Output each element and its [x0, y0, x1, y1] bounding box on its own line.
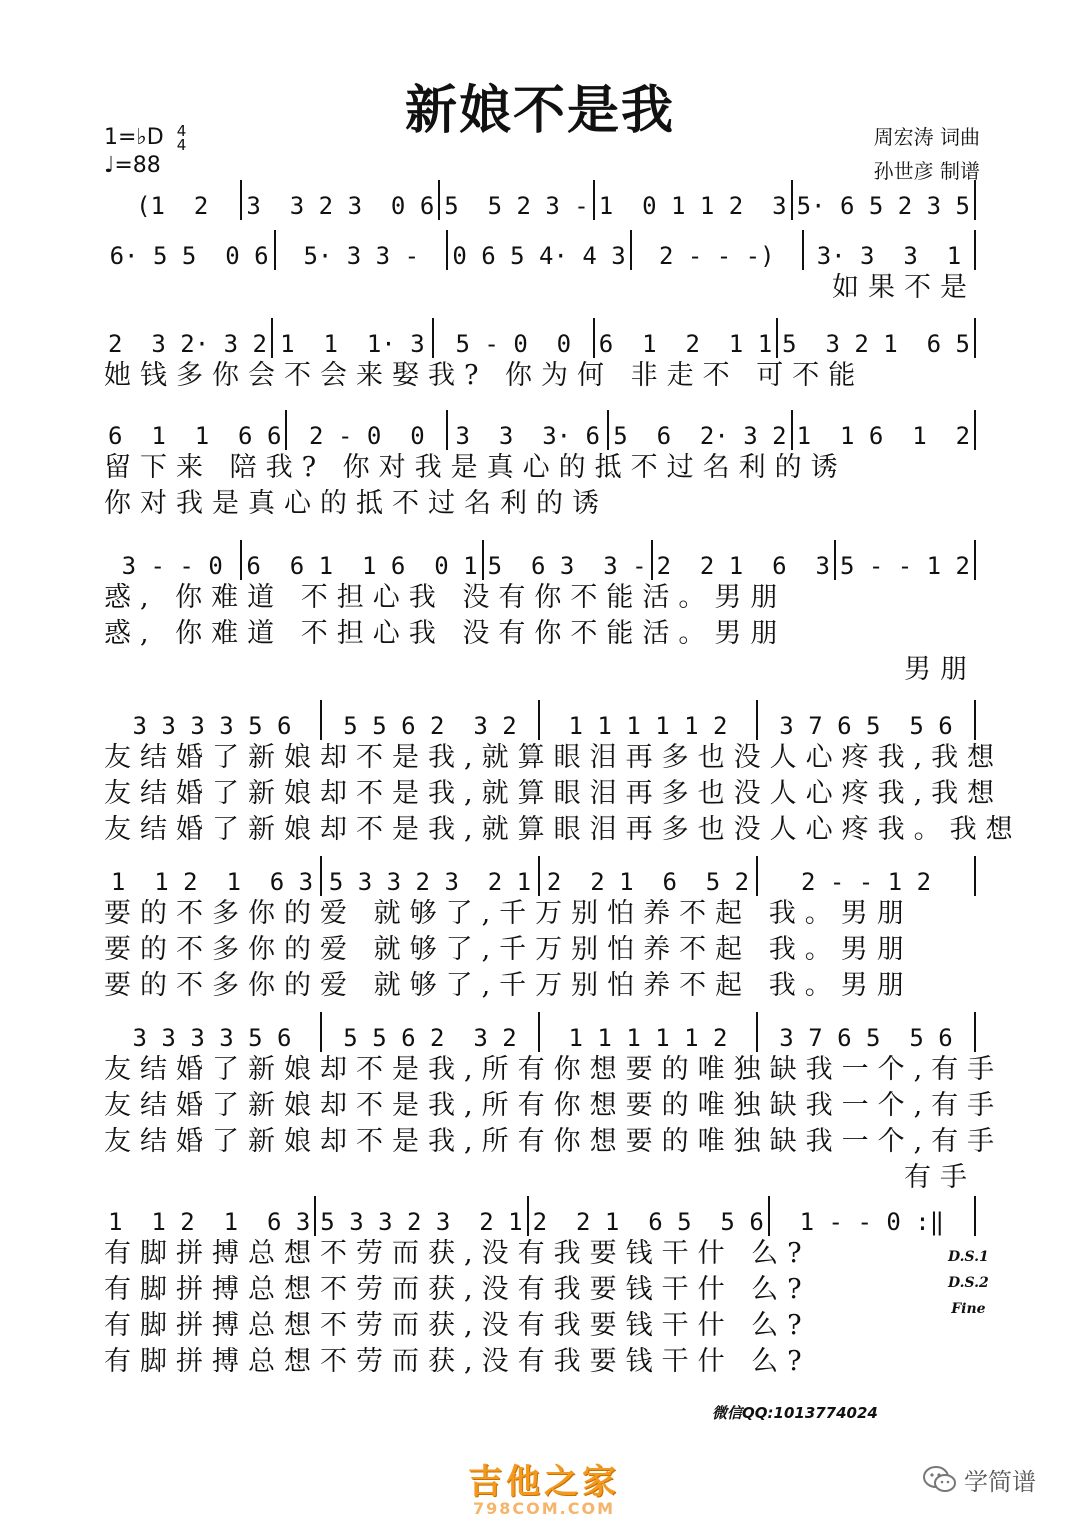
measure-notes: 1 0 1 1 2 3 [598, 192, 787, 220]
lyric-line: 男朋 [904, 654, 976, 685]
logo-cn-text: 吉他之家 [468, 1462, 620, 1502]
measure [273, 318, 434, 358]
score-system [104, 230, 976, 306]
measure [540, 1012, 758, 1052]
time-signature: 4 4 [176, 122, 187, 154]
measure [440, 180, 595, 220]
measure-notes: 5 6 3 3 - [487, 552, 647, 580]
measure [836, 540, 976, 580]
measure-notes: 2 - - 1 2 [800, 868, 932, 896]
measure-notes: 5· 3 3 - [303, 242, 420, 270]
measure [104, 1196, 316, 1236]
lyric-line: 友结婚了新娘却不是我,所有你想要的唯独缺我一个,有手 [104, 1054, 1004, 1085]
measure-notes: 2 2 1 6 5 5 6 [532, 1208, 764, 1236]
measure [529, 1196, 770, 1236]
notes-row [104, 230, 976, 270]
measure [316, 1196, 528, 1236]
song-title: 新娘不是我 [404, 80, 675, 141]
measure [793, 410, 976, 450]
measure [609, 410, 792, 450]
wechat-icon [922, 1465, 958, 1495]
measure-notes: 2 2 1 6 3 [656, 552, 830, 580]
score-system [104, 410, 976, 522]
measure [104, 318, 273, 358]
notes-row [104, 318, 976, 358]
notes-row [104, 700, 976, 740]
score-system [104, 180, 976, 220]
measure-notes: 5 - - 1 2 [839, 552, 970, 580]
ds2-mark: D.S.2 [948, 1275, 989, 1291]
measure [778, 318, 976, 358]
measure [540, 856, 758, 896]
measure [104, 180, 242, 220]
measure-notes: 6 1 2 1 1 [598, 330, 773, 358]
measure-notes: 1 1 1 1 1 2 [568, 1024, 728, 1052]
measure [104, 410, 287, 450]
contact-info: 微信QQ:1013774024 [712, 1404, 878, 1422]
notes-row [104, 180, 976, 220]
measure [758, 1012, 976, 1052]
score-system [104, 540, 976, 688]
measure [448, 230, 631, 270]
measure-notes: 6 6 1 1 6 0 1 [246, 552, 478, 580]
measure [770, 1196, 976, 1236]
lyric-line: 友结婚了新娘却不是我,就算眼泪再多也没人心疼我,我想 [104, 742, 1004, 773]
measure [104, 230, 276, 270]
measure-notes: 5 5 2 3 - [444, 192, 589, 220]
measure [595, 318, 778, 358]
lyric-line: 惑, 你难道 不担心我 没有你不能活。男朋 [104, 618, 787, 649]
score-system [104, 1196, 976, 1380]
lyric-line: 要的不多你的爱 就够了,千万别怕养不起 我。男朋 [104, 970, 913, 1001]
measure [434, 318, 595, 358]
lyric-line: 有手 [904, 1162, 976, 1193]
measure [287, 410, 448, 450]
key-label: 1=♭D [104, 125, 164, 150]
measure-notes: 5· 6 5 2 3 5 [796, 192, 970, 220]
score-system [104, 856, 976, 1004]
measure [632, 230, 804, 270]
measure-notes: 5 5 6 2 3 2 [343, 712, 517, 740]
measure [653, 540, 836, 580]
lyric-line: 要的不多你的爱 就够了,千万别怕养不起 我。男朋 [104, 898, 913, 929]
notes-row [104, 856, 976, 896]
lyric-line: 友结婚了新娘却不是我,所有你想要的唯独缺我一个,有手 [104, 1126, 1004, 1157]
measure-notes: 5 3 3 2 3 2 1 [320, 1208, 523, 1236]
measure-notes: 2 3 2· 3 2 [108, 330, 267, 358]
lyric-line: 有脚拼搏总想不劳而获,没有我要钱干什 么? [104, 1274, 811, 1305]
transcriber: 孙世彦 制谱 [873, 159, 980, 183]
measure-notes: 3 3 2 3 0 6 [246, 192, 435, 220]
lyric-line: 友结婚了新娘却不是我,所有你想要的唯独缺我一个,有手 [104, 1090, 1004, 1121]
ds1-mark: D.S.1 [948, 1249, 989, 1265]
measure [104, 1012, 322, 1052]
site-logo [468, 1454, 620, 1518]
measure-notes: 5 6 2· 3 2 [613, 422, 787, 450]
measure-notes: 5 5 6 2 3 2 [343, 1024, 517, 1052]
key-signature [104, 124, 186, 180]
notes-row [104, 410, 976, 450]
lyric-line: 你对我是真心的抵不过名利的诱 [104, 488, 608, 519]
measure [484, 540, 653, 580]
measure [448, 410, 609, 450]
measure-notes: 6· 5 5 0 6 [109, 242, 269, 270]
measure [242, 540, 483, 580]
wechat-account [922, 1462, 1036, 1497]
measure-notes: 1 - - 0 :‖ [799, 1208, 945, 1236]
measure [804, 230, 976, 270]
lyric-line: 她钱多你会不会来娶我? 你为何 非走不 可不能 [104, 360, 865, 391]
measure [595, 180, 793, 220]
score-system [104, 1012, 1004, 1196]
lyric-line: 惑, 你难道 不担心我 没有你不能活。男朋 [104, 582, 787, 613]
tempo-mark: ♩=88 [104, 153, 161, 178]
measure-notes: 5 3 2 1 6 5 [782, 330, 970, 358]
notes-row [104, 1196, 976, 1236]
measure [793, 180, 976, 220]
measure-notes: 3 3 3 3 5 6 [132, 712, 292, 740]
notes-row [104, 1012, 976, 1052]
credits [874, 120, 980, 188]
measure-notes: 1 1 1· 3 [280, 330, 425, 358]
measure-notes: 1 1 1 1 1 2 [568, 712, 728, 740]
measure-notes: 3 - - 0 [121, 552, 223, 580]
measure-notes: 1 1 2 1 6 3 [110, 868, 314, 896]
measure [322, 856, 540, 896]
lyricist-composer: 周宏涛 词曲 [873, 125, 980, 149]
measure [540, 700, 758, 740]
measure [276, 230, 448, 270]
measure-notes: 2 - - -) [658, 242, 775, 270]
measure [104, 700, 322, 740]
measure-notes: 0 6 5 4· 4 3 [452, 242, 626, 270]
measure [104, 856, 322, 896]
measure-notes: 6 1 1 6 6 [108, 422, 282, 450]
measure [322, 1012, 540, 1052]
measure-notes: 3 3 3· 6 [455, 422, 601, 450]
measure-notes: 3 7 6 5 5 6 [779, 1024, 953, 1052]
measure-notes: 1 1 2 1 6 3 [108, 1208, 311, 1236]
score-system [104, 700, 1022, 848]
lyric-line: 留下来 陪我? 你对我是真心的抵不过名利的诱 [104, 452, 847, 483]
lyric-line: 友结婚了新娘却不是我,就算眼泪再多也没人心疼我。我想 [104, 814, 1022, 845]
notes-row [104, 540, 976, 580]
lyric-line: 有脚拼搏总想不劳而获,没有我要钱干什 么? [104, 1238, 811, 1269]
lyric-line: 友结婚了新娘却不是我,就算眼泪再多也没人心疼我,我想 [104, 778, 1004, 809]
repeat-marks [948, 1244, 989, 1322]
score-system [104, 318, 976, 394]
measure-notes: 5 3 3 2 3 2 1 [328, 868, 532, 896]
measure-notes: 5 - 0 0 [455, 330, 572, 358]
fine-mark: Fine [951, 1301, 986, 1317]
lyric-line: 有脚拼搏总想不劳而获,没有我要钱干什 么? [104, 1346, 811, 1377]
measure-notes: 2 2 1 6 5 2 [546, 868, 750, 896]
measure-notes: 1 1 6 1 2 [796, 422, 971, 450]
lyric-line: 要的不多你的爱 就够了,千万别怕养不起 我。男朋 [104, 934, 913, 965]
lyric-line: 有脚拼搏总想不劳而获,没有我要钱干什 么? [104, 1310, 811, 1341]
lyric-line: 如果不是 [832, 272, 976, 303]
measure-notes: 2 - 0 0 [309, 422, 425, 450]
measure-notes: (1 2 [136, 192, 209, 220]
measure [322, 700, 540, 740]
measure [758, 856, 976, 896]
wechat-account-name: 学简谱 [964, 1468, 1036, 1496]
measure-notes: 3 7 6 5 5 6 [779, 712, 953, 740]
logo-en-text: 798COM.COM [472, 1499, 615, 1518]
measure-notes: 3 3 3 3 5 6 [132, 1024, 292, 1052]
measure [758, 700, 976, 740]
measure [242, 180, 440, 220]
measure-notes: 3· 3 3 1 [816, 242, 962, 270]
measure [104, 540, 242, 580]
